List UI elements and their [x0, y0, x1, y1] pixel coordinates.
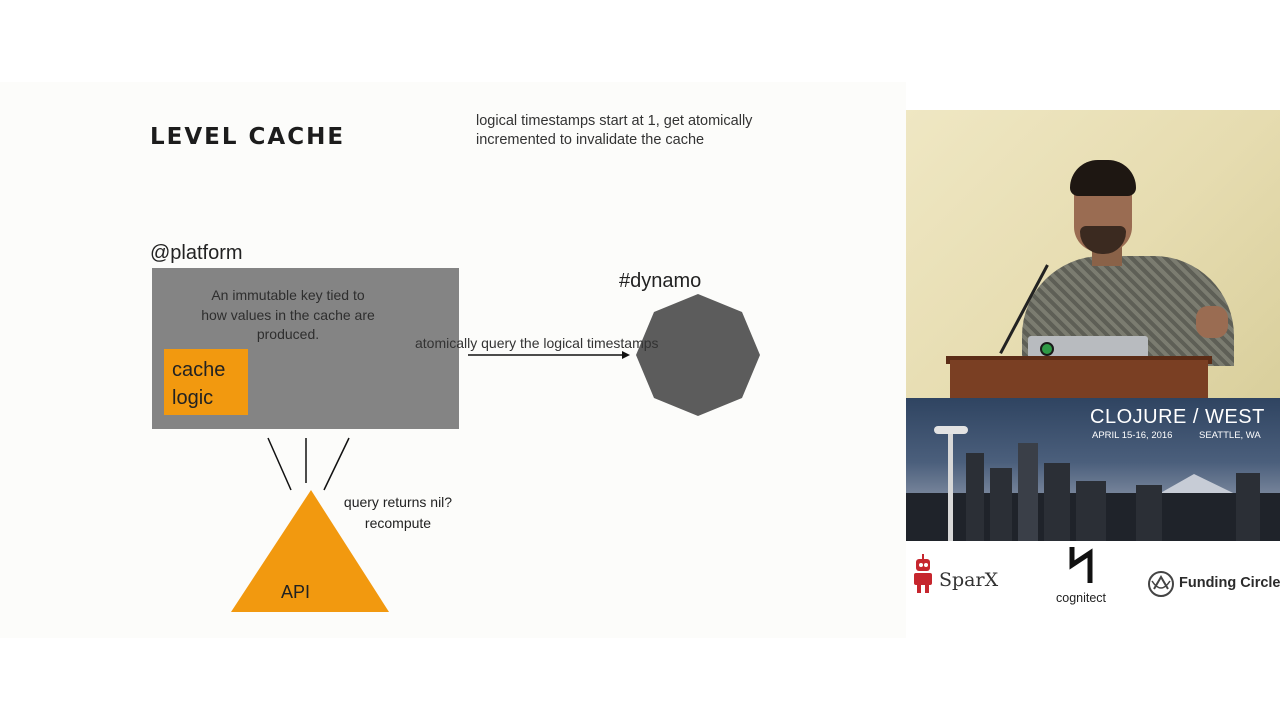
api-label: API [281, 582, 311, 602]
query-arrow-label: atomically query the logical timestamps [415, 335, 659, 351]
conference-dates: APRIL 15-16, 2016 [1092, 430, 1173, 441]
building [1136, 485, 1162, 541]
sparx-logo-text: SparX [939, 569, 999, 591]
conference-city: SEATTLE, WA [1199, 430, 1261, 441]
speaker-hand [1196, 306, 1228, 338]
building [990, 468, 1012, 541]
funding-circle-text: Funding Circle [1179, 575, 1280, 591]
funding-circle-icon [1146, 569, 1176, 599]
space-needle-pole [948, 428, 953, 541]
building [1236, 473, 1260, 541]
building [966, 453, 984, 541]
cognitect-logo-text: cognitect [1056, 591, 1107, 605]
building [1018, 443, 1038, 541]
building [1044, 463, 1070, 541]
slide [0, 82, 906, 638]
query-nil-note: query returns nil? recompute [343, 494, 453, 531]
cache-logic-label: cache logic [172, 359, 226, 409]
conference-title: CLOJURE / WEST [1090, 406, 1265, 428]
laptop-sticker-icon [1040, 342, 1054, 356]
podium [950, 360, 1208, 398]
speaker-hair [1070, 160, 1136, 196]
api-link-right [324, 438, 349, 490]
sponsor-bar [906, 541, 1280, 621]
api-link-left [268, 438, 291, 490]
dynamo-octagon [636, 294, 760, 416]
speaker-video [906, 110, 1280, 398]
building [1076, 481, 1106, 541]
platform-label: @platform [150, 242, 243, 264]
cognitect-logo-icon [1068, 545, 1094, 585]
conference-banner [906, 398, 1280, 541]
space-needle-top [934, 426, 968, 434]
timestamp-note: logical timestamps start at 1, get atomically incremented to invalidate the cache [476, 113, 753, 148]
query-arrow-head [622, 351, 630, 359]
dynamo-label: #dynamo [619, 270, 702, 292]
immutable-key-text: An immutable key tied to how values in the cache are produced. [201, 287, 375, 342]
slide-title: LEVEL CACHE [150, 124, 346, 150]
city-skyline [906, 493, 1280, 541]
sparx-robot-icon [912, 553, 934, 593]
